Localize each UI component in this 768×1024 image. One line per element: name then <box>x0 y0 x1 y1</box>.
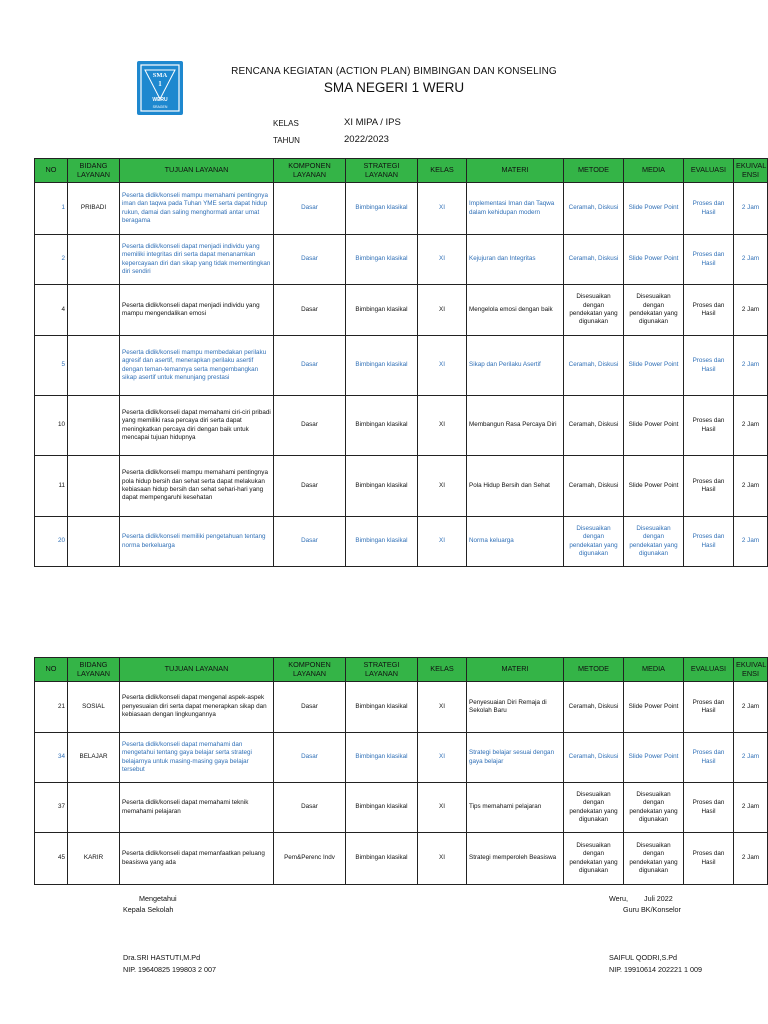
col-kelas-cell: XI <box>418 682 467 733</box>
col-materi-cell: Strategi belajar sesuai dengan gaya belajar <box>467 733 564 783</box>
col-tujuan-cell: Peserta didik/konseli dapat mengenal aspek-aspek penyesuaian diri serta dapat menerapkan sikap dan kebiasaan dengan lingkungannya <box>120 682 274 733</box>
col-metode-cell: Ceramah, Diskusi <box>564 396 624 456</box>
col-media-cell: Slide Power Point <box>624 235 684 285</box>
col-komponen-cell: Dasar <box>274 456 346 517</box>
table-header-row <box>35 159 768 183</box>
col-kelas-cell: XI <box>418 183 467 235</box>
col-strategi-cell: Bimbingan klasikal <box>346 733 418 783</box>
col-komponen-cell: Dasar <box>274 336 346 396</box>
col-materi-cell: Norma keluarga <box>467 517 564 567</box>
col-tujuan-header: TUJUAN LAYANAN <box>120 658 274 682</box>
tahun-value: 2022/2023 <box>344 134 389 145</box>
col-strategi-cell: Bimbingan klasikal <box>346 183 418 235</box>
col-komponen-cell: Dasar <box>274 517 346 567</box>
col-bidang-cell: PRIBADI <box>68 183 120 235</box>
table-row <box>35 682 768 733</box>
col-evaluasi-cell: Proses dan Hasil <box>684 396 734 456</box>
col-kelas-cell: XI <box>418 783 467 833</box>
col-bidang-cell <box>68 235 120 285</box>
col-no-cell: 5 <box>35 336 68 396</box>
col-metode-cell: Disesuaikan dengan pendekatan yang digunakan <box>564 517 624 567</box>
logo-text-sragen: SRAGEN <box>152 105 168 109</box>
col-evaluasi-cell: Proses dan Hasil <box>684 517 734 567</box>
col-media-header: MEDIA <box>624 159 684 183</box>
col-kelas-cell: XI <box>418 285 467 336</box>
kelas-label: KELAS <box>273 119 299 128</box>
col-metode-header: METODE <box>564 658 624 682</box>
action-plan-table-2 <box>34 657 768 885</box>
col-media-cell: Slide Power Point <box>624 682 684 733</box>
col-bidang-cell <box>68 517 120 567</box>
col-bidang-cell <box>68 456 120 517</box>
col-tujuan-cell: Peserta didik/konseli dapat memahami dan mengetahui tentang gaya belajar serta strategi belajarnya untuk masing-masing gaya belajar tersebut <box>120 733 274 783</box>
col-kelas-header: KELAS <box>418 159 467 183</box>
logo-text-sma: SMA <box>152 72 168 79</box>
col-kelas-cell: XI <box>418 336 467 396</box>
col-bidang-cell <box>68 783 120 833</box>
col-ekuivalensi-cell: 2 Jam <box>734 833 768 885</box>
col-evaluasi-header: EVALUASI <box>684 658 734 682</box>
col-materi-cell: Sikap dan Perilaku Asertif <box>467 336 564 396</box>
footer-guru-bk: Guru BK/Konselor <box>623 905 681 914</box>
col-kelas-cell: XI <box>418 396 467 456</box>
col-bidang-cell: KARIR <box>68 833 120 885</box>
col-metode-cell: Ceramah, Diskusi <box>564 336 624 396</box>
action-plan-table-1 <box>34 158 768 567</box>
col-metode-cell: Disesuaikan dengan pendekatan yang digunakan <box>564 783 624 833</box>
table-row <box>35 235 768 285</box>
col-komponen-header: KOMPONEN LAYANAN <box>274 658 346 682</box>
col-tujuan-cell: Peserta didik/konseli mampu memahami pentingnya pola hidup bersih dan sehat serta dapat melakukan kebiasaan hidup bersih dan sehat sehari-hari yang dapat mempengaruhi kesehatan <box>120 456 274 517</box>
table-row <box>35 396 768 456</box>
col-ekuivalensi-cell: 2 Jam <box>734 285 768 336</box>
col-bidang-cell: BELAJAR <box>68 733 120 783</box>
col-ekuivalensi-header: EKUIVAL ENSI <box>734 658 768 682</box>
table-row <box>35 183 768 235</box>
col-strategi-header: STRATEGI LAYANAN <box>346 658 418 682</box>
col-bidang-header: BIDANG LAYANAN <box>68 159 120 183</box>
col-bidang-cell <box>68 336 120 396</box>
col-materi-header: MATERI <box>467 658 564 682</box>
col-media-cell: Slide Power Point <box>624 733 684 783</box>
footer-kepala-name: Dra.SRI HASTUTI,M.Pd <box>123 953 201 962</box>
footer-place-date: Weru, Juli 2022 <box>609 894 673 903</box>
col-evaluasi-cell: Proses dan Hasil <box>684 285 734 336</box>
col-materi-cell: Penyesuaian Diri Remaja di Sekolah Baru <box>467 682 564 733</box>
col-no-cell: 37 <box>35 783 68 833</box>
col-metode-cell: Disesuaikan dengan pendekatan yang digunakan <box>564 285 624 336</box>
table-row <box>35 833 768 885</box>
col-tujuan-cell: Peserta didik/konseli dapat menjadi individu yang mampu mengendalikan emosi <box>120 285 274 336</box>
col-komponen-cell: Dasar <box>274 396 346 456</box>
col-strategi-cell: Bimbingan klasikal <box>346 682 418 733</box>
col-materi-cell: Implementasi Iman dan Taqwa dalam kehidupan modern <box>467 183 564 235</box>
col-no-cell: 45 <box>35 833 68 885</box>
col-media-cell: Slide Power Point <box>624 183 684 235</box>
col-evaluasi-cell: Proses dan Hasil <box>684 336 734 396</box>
col-metode-cell: Ceramah, Diskusi <box>564 733 624 783</box>
col-materi-cell: Tips memahami pelajaran <box>467 783 564 833</box>
col-bidang-cell <box>68 396 120 456</box>
col-kelas-cell: XI <box>418 733 467 783</box>
col-komponen-cell: Dasar <box>274 235 346 285</box>
col-kelas-cell: XI <box>418 517 467 567</box>
col-ekuivalensi-header: EKUIVAL ENSI <box>734 159 768 183</box>
col-tujuan-cell: Peserta didik/konseli dapat memahami ciri-ciri pribadi yang memiliki rasa percaya diri serta dapat meningkatkan percaya diri dengan baik untuk mencapai tujuan hidupnya <box>120 396 274 456</box>
footer-kepala-sekolah: Kepala Sekolah <box>123 905 174 914</box>
col-metode-cell: Ceramah, Diskusi <box>564 682 624 733</box>
col-strategi-cell: Bimbingan klasikal <box>346 396 418 456</box>
col-strategi-cell: Bimbingan klasikal <box>346 285 418 336</box>
col-media-header: MEDIA <box>624 658 684 682</box>
col-media-cell: Slide Power Point <box>624 336 684 396</box>
col-strategi-cell: Bimbingan klasikal <box>346 517 418 567</box>
col-komponen-cell: Dasar <box>274 183 346 235</box>
col-kelas-cell: XI <box>418 833 467 885</box>
footer-kepala-nip: NIP. 19640825 199803 2 007 <box>123 965 216 974</box>
col-media-cell: Disesuaikan dengan pendekatan yang digunakan <box>624 833 684 885</box>
document-title: RENCANA KEGIATAN (ACTION PLAN) BIMBINGAN DAN KONSELING <box>231 66 557 77</box>
col-tujuan-cell: Peserta didik/konseli dapat memahami teknik memahami pelajaran <box>120 783 274 833</box>
col-ekuivalensi-cell: 2 Jam <box>734 682 768 733</box>
col-media-cell: Slide Power Point <box>624 456 684 517</box>
col-media-cell: Disesuaikan dengan pendekatan yang digunakan <box>624 783 684 833</box>
col-media-cell: Disesuaikan dengan pendekatan yang digunakan <box>624 285 684 336</box>
kelas-value: XI MIPA / IPS <box>344 117 401 128</box>
col-strategi-cell: Bimbingan klasikal <box>346 833 418 885</box>
col-komponen-cell: Dasar <box>274 285 346 336</box>
col-tujuan-cell: Peserta didik/konseli dapat menjadi individu yang memiliki integritas diri serta dapat menanamkan kepercayaan diri dan sikap yang tidak mementingkan diri sendiri <box>120 235 274 285</box>
school-name: SMA NEGERI 1 WERU <box>323 80 465 95</box>
col-kelas-cell: XI <box>418 235 467 285</box>
col-evaluasi-header: EVALUASI <box>684 159 734 183</box>
col-no-cell: 1 <box>35 183 68 235</box>
col-media-cell: Slide Power Point <box>624 396 684 456</box>
col-tujuan-cell: Peserta didik/konseli mampu memahami pentingnya iman dan taqwa pada Tuhan YME serta dapat hidup rukun, damai dan saling menghormati antar umat beragama <box>120 183 274 235</box>
col-evaluasi-cell: Proses dan Hasil <box>684 682 734 733</box>
col-evaluasi-cell: Proses dan Hasil <box>684 833 734 885</box>
col-materi-cell: Membangun Rasa Percaya Diri <box>467 396 564 456</box>
footer-mengetahui: Mengetahui <box>139 894 177 903</box>
col-no-cell: 20 <box>35 517 68 567</box>
table-row <box>35 517 768 567</box>
col-strategi-header: STRATEGI LAYANAN <box>346 159 418 183</box>
col-kelas-header: KELAS <box>418 658 467 682</box>
footer-guru-name: SAIFUL QODRI,S.Pd <box>609 953 678 962</box>
table-row <box>35 733 768 783</box>
col-no-cell: 10 <box>35 396 68 456</box>
col-no-header: NO <box>35 159 68 183</box>
col-tujuan-cell: Peserta didik/konseli memiliki pengetahuan tentang norma berkeluarga <box>120 517 274 567</box>
col-no-cell: 11 <box>35 456 68 517</box>
col-komponen-header: KOMPONEN LAYANAN <box>274 159 346 183</box>
col-metode-cell: Ceramah, Diskusi <box>564 456 624 517</box>
col-ekuivalensi-cell: 2 Jam <box>734 783 768 833</box>
col-tujuan-cell: Peserta didik/konseli dapat memanfaatkan peluang beasiswa yang ada <box>120 833 274 885</box>
col-bidang-cell <box>68 285 120 336</box>
table-row <box>35 783 768 833</box>
col-komponen-cell: Dasar <box>274 733 346 783</box>
col-strategi-cell: Bimbingan klasikal <box>346 336 418 396</box>
col-materi-cell: Strategi memperoleh Beasiswa <box>467 833 564 885</box>
col-strategi-cell: Bimbingan klasikal <box>346 456 418 517</box>
col-metode-header: METODE <box>564 159 624 183</box>
col-ekuivalensi-cell: 2 Jam <box>734 183 768 235</box>
col-no-cell: 34 <box>35 733 68 783</box>
col-ekuivalensi-cell: 2 Jam <box>734 336 768 396</box>
col-bidang-header: BIDANG LAYANAN <box>68 658 120 682</box>
col-evaluasi-cell: Proses dan Hasil <box>684 783 734 833</box>
col-materi-cell: Mengelola emosi dengan baik <box>467 285 564 336</box>
col-ekuivalensi-cell: 2 Jam <box>734 517 768 567</box>
col-komponen-cell: Pem&Perenc Indv <box>274 833 346 885</box>
col-evaluasi-cell: Proses dan Hasil <box>684 235 734 285</box>
col-evaluasi-cell: Proses dan Hasil <box>684 456 734 517</box>
col-tujuan-cell: Peserta didik/konseli mampu membedakan perilaku agresif dan asertif, menerapkan perilaku asertif dengan teman-temannya serta mengembangkan sikap asertif untuk menunjang prestasi <box>120 336 274 396</box>
col-no-cell: 4 <box>35 285 68 336</box>
col-tujuan-header: TUJUAN LAYANAN <box>120 159 274 183</box>
col-no-cell: 2 <box>35 235 68 285</box>
col-bidang-cell: SOSIAL <box>68 682 120 733</box>
col-komponen-cell: Dasar <box>274 682 346 733</box>
col-evaluasi-cell: Proses dan Hasil <box>684 733 734 783</box>
col-materi-cell: Pola Hidup Bersih dan Sehat <box>467 456 564 517</box>
col-metode-cell: Disesuaikan dengan pendekatan yang digunakan <box>564 833 624 885</box>
col-strategi-cell: Bimbingan klasikal <box>346 235 418 285</box>
col-ekuivalensi-cell: 2 Jam <box>734 235 768 285</box>
col-no-header: NO <box>35 658 68 682</box>
col-kelas-cell: XI <box>418 456 467 517</box>
logo-text-1: 1 <box>158 80 162 88</box>
col-komponen-cell: Dasar <box>274 783 346 833</box>
col-evaluasi-cell: Proses dan Hasil <box>684 183 734 235</box>
col-ekuivalensi-cell: 2 Jam <box>734 456 768 517</box>
table-row <box>35 285 768 336</box>
table-row <box>35 456 768 517</box>
tahun-label: TAHUN <box>273 136 300 145</box>
table-header-row <box>35 658 768 682</box>
col-metode-cell: Ceramah, Diskusi <box>564 235 624 285</box>
col-strategi-cell: Bimbingan klasikal <box>346 783 418 833</box>
logo-text-weru: WERU <box>152 97 168 103</box>
footer-guru-nip: NIP. 19910614 202221 1 009 <box>609 965 702 974</box>
col-no-cell: 21 <box>35 682 68 733</box>
col-ekuivalensi-cell: 2 Jam <box>734 396 768 456</box>
col-materi-header: MATERI <box>467 159 564 183</box>
table-row <box>35 336 768 396</box>
col-media-cell: Disesuaikan dengan pendekatan yang digunakan <box>624 517 684 567</box>
col-ekuivalensi-cell: 2 Jam <box>734 733 768 783</box>
col-metode-cell: Ceramah, Diskusi <box>564 183 624 235</box>
col-materi-cell: Kejujuran dan Integritas <box>467 235 564 285</box>
